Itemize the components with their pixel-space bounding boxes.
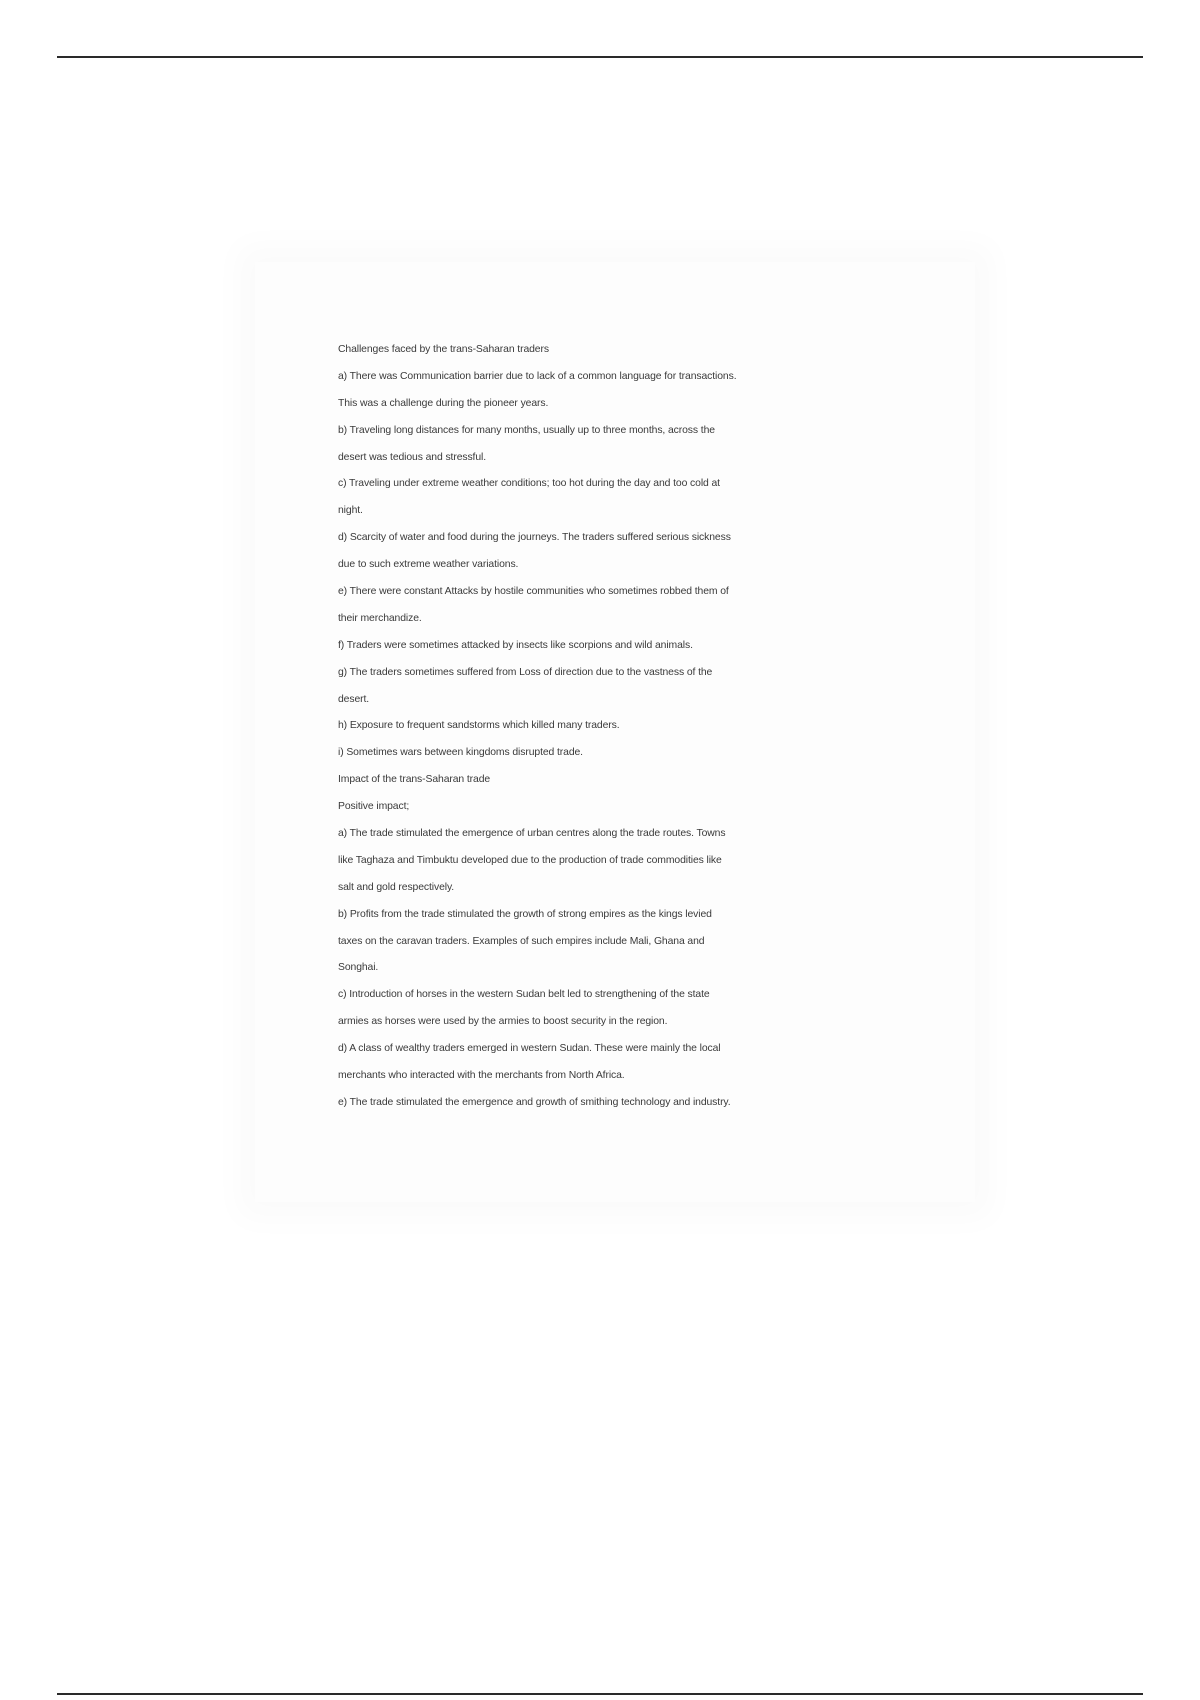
text-line: e) The trade stimulated the emergence and growth of smithing technology and industry. [338, 1096, 731, 1108]
text-line: desert. [338, 693, 370, 705]
text-line: armies as horses were used by the armies to boost security in the region. [338, 1016, 668, 1028]
text-line: merchants who interacted with the merchants from North Africa. [338, 1070, 625, 1082]
text-line: b) Traveling long distances for many months, usually up to three months, across the [338, 424, 715, 436]
text-line: f) Traders were sometimes attacked by insects like scorpions and wild animals. [338, 639, 693, 651]
text-line: d) A class of wealthy traders emerged in western Sudan. These were mainly the local [338, 1043, 721, 1055]
text-line: This was a challenge during the pioneer years. [338, 397, 549, 409]
text-line: d) Scarcity of water and food during the journeys. The traders suffered serious sickness [338, 532, 731, 544]
text-line: b) Profits from the trade stimulated the growth of strong empires as the kings levied [338, 908, 712, 920]
text-line: Songhai. [338, 962, 379, 974]
bottom-rule [57, 1693, 1143, 1695]
text-line: a) The trade stimulated the emergence of urban centres along the trade routes. Towns [338, 828, 726, 840]
text-line: night. [338, 505, 363, 517]
text-line: a) There was Communication barrier due to lack of a common language for transactions. [338, 370, 737, 382]
text-line: g) The traders sometimes suffered from Loss of direction due to the vastness of the [338, 666, 713, 678]
text-line: due to such extreme weather variations. [338, 559, 519, 571]
section-heading-impact: Impact of the trans-Saharan trade [338, 774, 491, 786]
document-text [338, 339, 818, 1119]
text-line: c) Traveling under extreme weather conditions; too hot during the day and too cold at [338, 478, 720, 490]
section-heading-challenges: Challenges faced by the trans-Saharan traders [338, 344, 549, 355]
text-line: e) There were constant Attacks by hostile communities who sometimes robbed them of [338, 586, 729, 598]
text-line: i) Sometimes wars between kingdoms disrupted trade. [338, 747, 583, 759]
text-line: their merchandize. [338, 612, 422, 624]
text-line: taxes on the caravan traders. Examples of such empires include Mali, Ghana and [338, 935, 705, 947]
text-line: desert was tedious and stressful. [338, 451, 487, 463]
text-line: c) Introduction of horses in the western Sudan belt led to strengthening of the state [338, 989, 710, 1001]
top-rule [57, 56, 1143, 58]
text-line: like Taghaza and Timbuktu developed due to the production of trade commodities like [338, 854, 722, 866]
text-line: salt and gold respectively. [338, 881, 455, 893]
subheading-positive-impact: Positive impact; [338, 801, 410, 813]
text-line: h) Exposure to frequent sandstorms which killed many traders. [338, 720, 620, 732]
